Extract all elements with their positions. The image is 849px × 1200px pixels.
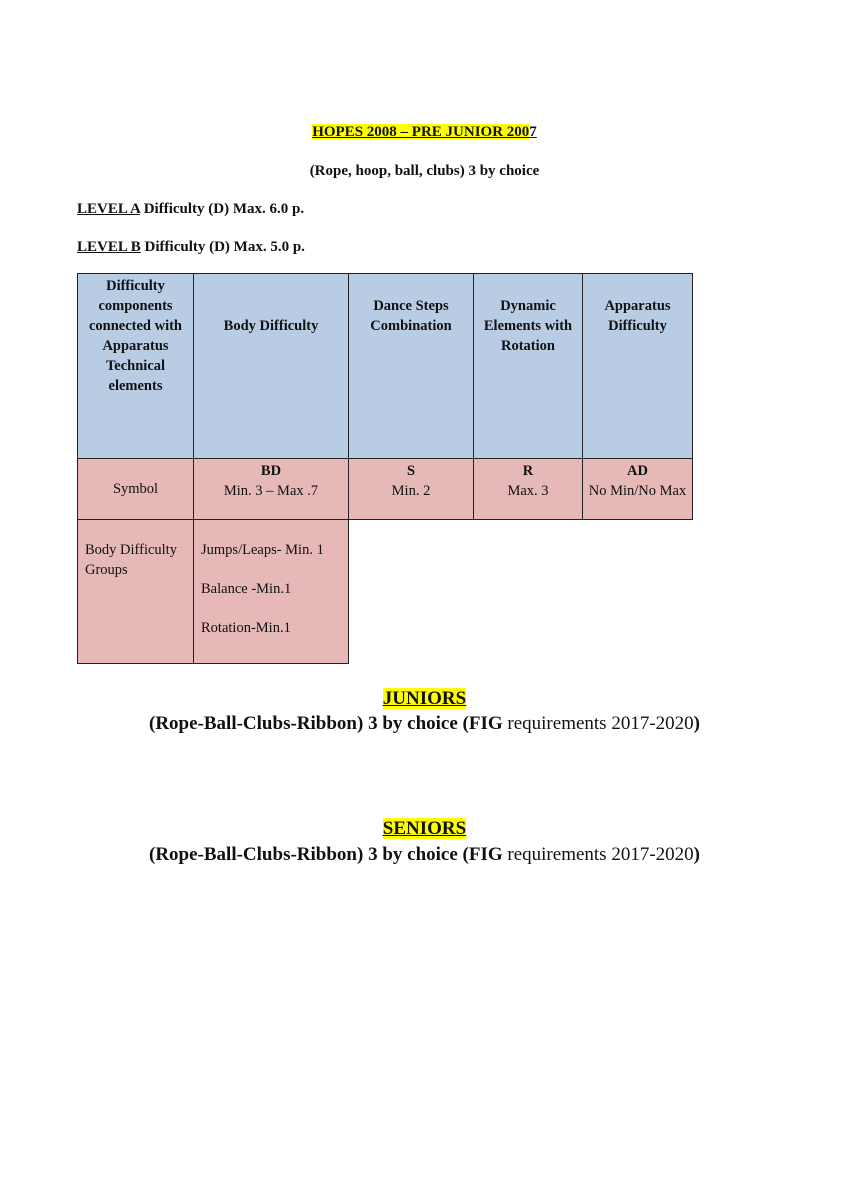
table-header-row [78, 274, 693, 459]
symbol-note: Min. 3 – Max .7 [223, 483, 319, 499]
level-a-label: LEVEL A [77, 201, 140, 217]
seniors-sub-close: ) [693, 844, 700, 865]
document-title [0, 124, 849, 141]
seniors-subtitle [0, 844, 849, 866]
level-b-line [77, 239, 305, 256]
symbol-code: BD [260, 463, 282, 479]
seniors-title: SENIORS [382, 818, 467, 839]
symbol-note: No Min/No Max [588, 483, 687, 499]
header-apparatus-difficulty: Apparatus Difficulty [583, 274, 693, 459]
table-symbol-row [78, 459, 693, 520]
juniors-sub-bold: (Rope-Ball-Clubs-Ribbon) 3 by choice (FIG [149, 713, 503, 734]
empty-cell [349, 520, 693, 664]
juniors-subtitle [0, 713, 849, 735]
juniors-title: JUNIORS [382, 688, 467, 709]
document-subtitle: (Rope, hoop, ball, clubs) 3 by choice [309, 163, 540, 179]
symbol-code: AD [627, 463, 648, 479]
symbol-cell-s [349, 459, 474, 520]
header-body-difficulty: Body Difficulty [194, 274, 349, 459]
groups-list [194, 520, 349, 664]
header-difficulty-components: Difficulty components connected with Apparatus Technical elements [78, 274, 194, 459]
symbol-cell-ad [583, 459, 693, 520]
level-a-line [77, 201, 304, 218]
groups-label: Body Difficulty Groups [78, 520, 194, 664]
juniors-sub-normal: requirements 2017-2020 [502, 713, 694, 734]
symbol-label: Symbol [78, 459, 194, 520]
table-groups-row [78, 520, 693, 664]
level-b-text: Difficulty (D) Max. 5.0 p. [144, 239, 305, 255]
symbol-cell-r [474, 459, 583, 520]
symbol-cell-bd [194, 459, 349, 520]
group-item-jumps: Jumps/Leaps- Min. 1 [201, 542, 324, 558]
symbol-code: S [406, 463, 416, 479]
level-a-text: Difficulty (D) Max. 6.0 p. [143, 201, 305, 217]
title-tail: 7 [529, 124, 537, 140]
group-item-rotation: Rotation-Min.1 [201, 620, 291, 636]
seniors-sub-normal: requirements 2017-2020 [502, 844, 694, 865]
difficulty-table [77, 273, 693, 664]
seniors-heading [0, 818, 849, 840]
symbol-note: Min. 2 [391, 483, 431, 499]
juniors-heading [0, 688, 849, 710]
juniors-sub-close: ) [693, 713, 700, 734]
header-dance-steps: Dance Steps Combination [349, 274, 474, 459]
level-b-label: LEVEL B [77, 239, 141, 255]
seniors-sub-bold: (Rope-Ball-Clubs-Ribbon) 3 by choice (FIG [149, 844, 503, 865]
symbol-code: R [522, 463, 534, 479]
title-highlighted: HOPES 2008 – PRE JUNIOR 200 [312, 124, 530, 140]
header-dynamic-elements: Dynamic Elements with Rotation [474, 274, 583, 459]
symbol-note: Max. 3 [507, 483, 549, 499]
group-item-balance: Balance -Min.1 [201, 581, 292, 597]
